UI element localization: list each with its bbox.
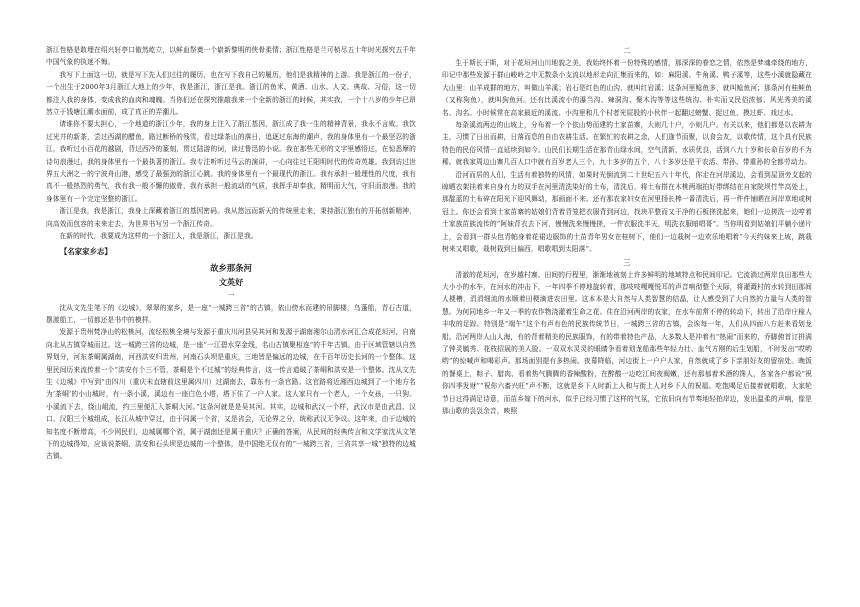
paragraph: 生于斯长于斯，对于花垣河山川地貌之美，我始终怀着一份特殊的感情，那深深的眷恋之情，依然是梦魂牵绕的地方，印记中那些发源于群山峻岭之中无数条小支流以地形走向汇集而来的，如：麻阳溪、牛角溪、鸭子溪等，这些小溪就隐藏在大山里：山羊成群的地方，叫做山羊溪；岩石是红色的山沟，就叫红岩溪；这条河里鲶鱼多，就叫鲶鱼河；那条河有桂鲑鱼（又称狗鱼），就叫狗鱼河。还有比溪流小的瀑当沟、辣洞沟、聚木沟等等这些统沟、朴实而又民俗浓郁、风光秀美的溪名、沟名。小时候常在高家最近的溪流、小沟里和几个村者光屁股的小伙伴一起翻过螃蟹、捉过鱼、摸过虾、戏过水。 xyxy=(442,59,812,117)
article-title: 故乡那条河 xyxy=(210,262,252,273)
right-column xyxy=(442,44,812,417)
part-number-two: 二 xyxy=(623,46,631,55)
paragraph: 沈从文先生笔下的《边城》，翠翠的家乡，是一座“一城跨三省”的古镇，依山傍水而建的吊脚楼，鸟蓬船，青石古道，摆渡船工，一切都还是书中的模样。 xyxy=(46,303,416,324)
paragraph: 在新的时代，我要成为这样的一个浙江人，我是浙江，浙江是我。 xyxy=(59,232,258,241)
paragraph: 清澈的花垣河，在岁越村寨、田间的行程里，渐渐地被刻上许多鲜明的地域特点和民间印记。它流淌过两岸良田那些大大小小的水车，在河水的冲击下，一年四季不停地旋转着，那吱吱嘎嘎悦耳的声音响彻整个天际，将灌溉村的水转到田那间人梗槽，涓涓细流的水顺着田梗滴进农田里。这本本是大自然与人类智慧的结晶，让人感受到了大自然的力量与人类的智慧。为何同地乡一年又一季的农作物浇灌着生命之花。住在沿河两岸的农家，在水车前常不停的转动下，转出了沿岸庄稼人丰收的足踪。特别是“端午”这个有声有色的民族传统节日，一城跨三省的古镇，会诶每一年，人们从四面八方赶来看划龙船。沿河两岸人山人海，有的背着精美的民族服饰，有的带着特色产品，大多数人是冲着有“热闹”而来的，乔脚俯首订拼满了钟灵毓秀、花枝招展的美人脸。一双双水灵灵的眼睛争看着划龙船那些年轻力壮、血气方刚的后生划船，不时发出“哎哟哟”的惊喊声和喝彩声。那场面别提有多热闹。夜幕降临，河边街上一户户人家，自然就成了乡下亲朋好友的留宿处。晚饭的餐桌上，粽子、腊肉、看着热气腾腾的香辣酸粉，在醉酸一边吃江间夜阀嫩，还有那郁着米酒的馋人，各家各户都说“祝你四季发财”“祝你六畜兴旺”声不断，这就是乡下人时新上人和与街上人对乡下人的祝福。吃饱喝足后接着就唱歌，大家轮节日过得满足诗意，而苗乡嫁下的河水，似乎已经习惯了这样的气氛，它依旧向有节奏地轻拍岸边，发出温柔的声响，像是那山歌的袅袅余音，映照 xyxy=(442,270,812,415)
left-column xyxy=(46,44,416,463)
paragraph: 我写下上面这一切，就是写下先人们过往的履历，也在写下我自己的履历，他们是我精神的上游。我是浙江的一份子，一个出生于2000年3月浙江大地上的少年，我是浙江，浙江是我。浙江的鱼米、黄酒、山水、人文、典故、习俗，这一切都注入我的身体，变成我的血肉和魂魄。当你们还在探究推敲我来一个全新的浙江的时候，其实我，一个十八岁的少年已昂然立于钱塘江潮水面前，成了真正的弄潮儿。 xyxy=(46,70,416,117)
part-number-one: 一 xyxy=(227,290,235,300)
article-author: 文英好 xyxy=(218,276,244,287)
section-heading: 【名家家乡志】 xyxy=(60,246,112,256)
part-number-three: 三 xyxy=(623,257,631,267)
paragraph: 请谁你不要太担心，一个地道的浙江少年，我的身上注入了浙江基因，浙江成了我一生的精神背景，我永不言败。我饮过光井的新茶，尝过西湖的醋鱼，路过断桥的残雪，看过绿茶山的落日，追逐过东海的潮声，我的身体里有一个最坚忍的浙江，我听过小百花的越剧，背过西冷的篆刻，贯过陆游的词，读过鲁迅的小说。我在那些无形的文字里感悟过，在惊悉摩的诗句浪漫过，我的身体里有一个最执著的浙江。我专注听听过马云的演讲，一心向往过王阳明时代的传奇英雄。我到访过世界五大洲之一的宁波舟山港，感受了最强劲的浙江心跳。我的身体里有一个最现代的浙江。我有承担一般理性的尺度，我有真不一般热烈的勇气，我有我一般不懈的傲骨，我有承担一般流动的气质，我挥手却奉我，精明而大气，守旧而浪漫。我的身体里有一个完定坚整的浙江。 xyxy=(46,120,416,203)
paragraph: 发源于贵州梵净山的松桃河，流经松桃全境与发源于重庆川河县吴其河和发源于湖南湘尔山清水河汇合成花垣河，自南向北从古镇穿城而过。这一城跨三省的边城，是一座“一江碧水穿金线，名山古镇聚相连”的千年古镇。由于区域管辖以自然界划分，河东茶峒属湖南，河西洪安归贵州，河南石头坝是重庆，三地皆是偏远的边城，在千百年历史长河的一个整体。这里民间历来流传着一个“洪安有个三不管，茶峒是个不过城”的经典传言，这一传言道破了茶峒和洪安是一个整体。沈从文先生《边城》中写到“由四川（重庆未直辖前这里属四川）过湖南去，靠东有一条官路。这官路将近湘西边城到了一个地方名为‘茶峒’的小山城时，有一条小溪，溪边有一座白色小塔，塔下住了一户人家。这人家只有一个老人，一个女孩，一只狗。小溪流下去，绕山岨流，约三里便汇入茶峒大河。”这条河就是是吴其河。其实，边城和武汉一个样，武汉市是由武昌、汉口、汉阳三个城组成，长江从城中穿过，由于同属一个省，又是省会，无论界之分，统称武汉无争议。这年来，由于边城的知名度不断增高，不少网民们，边城属哪个省，属于湖南还是属于重庆？正确的答案，从民间的经典传言和文学家沈从文笔下的边城得知，应该说茶峒、洪安和石头坝是边城的一个整体，是中国绝无仅有的“一城跨三省，三省共享一城”独特的边城古镇。 xyxy=(46,328,416,461)
paragraph: 沿河而居的人们，生活有着独特的风情，如果时光倒流到二十世纪五六十年代，你走在河岸溪边，会看到屋顶旁支起的晾晒衣架挂着来自身有力的双手在河里清洗染好的土布，清洗后，将土布搭在木桃两端拍好带绑结在自家院坝竹竿高处上，那靛蓝的土布碎在阳光下迎风舞动，那画面不来。还有那农家妇女在河里扬长棒一番清洗后，再一件件铺晒在河岸草地或树冠上。你还会看到土家苗寨的姑娘们背着背笼把衣服背到河边，找块平整而又干净的石板搓洗起来，她们一边搓洗一边哼着土家族苗族流传的“阿妹背衣去下河，慢慢洗来慢慢搓，一件衣服洗半天，明洗衣服暗唱哥”。当你明看到姑娘们平躺小递片上，会看到一群头包青帕身着花裙边服饰的土苗青年男女在桂树下，他们一边栽树一边欢乐地唱着“今天约妹来上坡，跳栽树来又唱歌，栽树栽到日偏西，唱歌唱到太阳落”。 xyxy=(442,170,812,254)
paragraph: 每条溪流两边的山坡上，分布着一个个依山势而建的土家苗寨，大则几十户，小则几户。有关以来，他们都是以农耕为主，习惯了日出而耕，日落而息的自由农耕生活。在繁忙的农耕之余，人们逢节而聚，以食会友，以歌传情，这个具有民族特色的民俗风情一直延续到如今。山民们长期生活在那青山绿水间，空气清新，水质优良，活到八九十岁和长命百岁的不为稀。就我家周边山寨几百人口中就有百岁老人三个，九十多岁的五个，八十多岁还是干农活、带孙、带重孙的全都劳动力。 xyxy=(442,121,812,167)
paragraph: 浙江是我，我是浙江，我身上深藏着浙江的基因密码。我从悠远而新天的传统里走来，秉持浙江独有的开拓创新精神，向高效而包容的未来走去，为世界书写另一个浙江传奇。 xyxy=(46,207,416,228)
paragraph: 浙江性格是敢埋在绍兴轩亭口傲然屹立，以鲜血祭奠一个崭新黎明的侠骨柔情；浙江性格是兰可桢尽五十年时光探究五千年中国气象的执迷不悔。 xyxy=(46,46,416,67)
